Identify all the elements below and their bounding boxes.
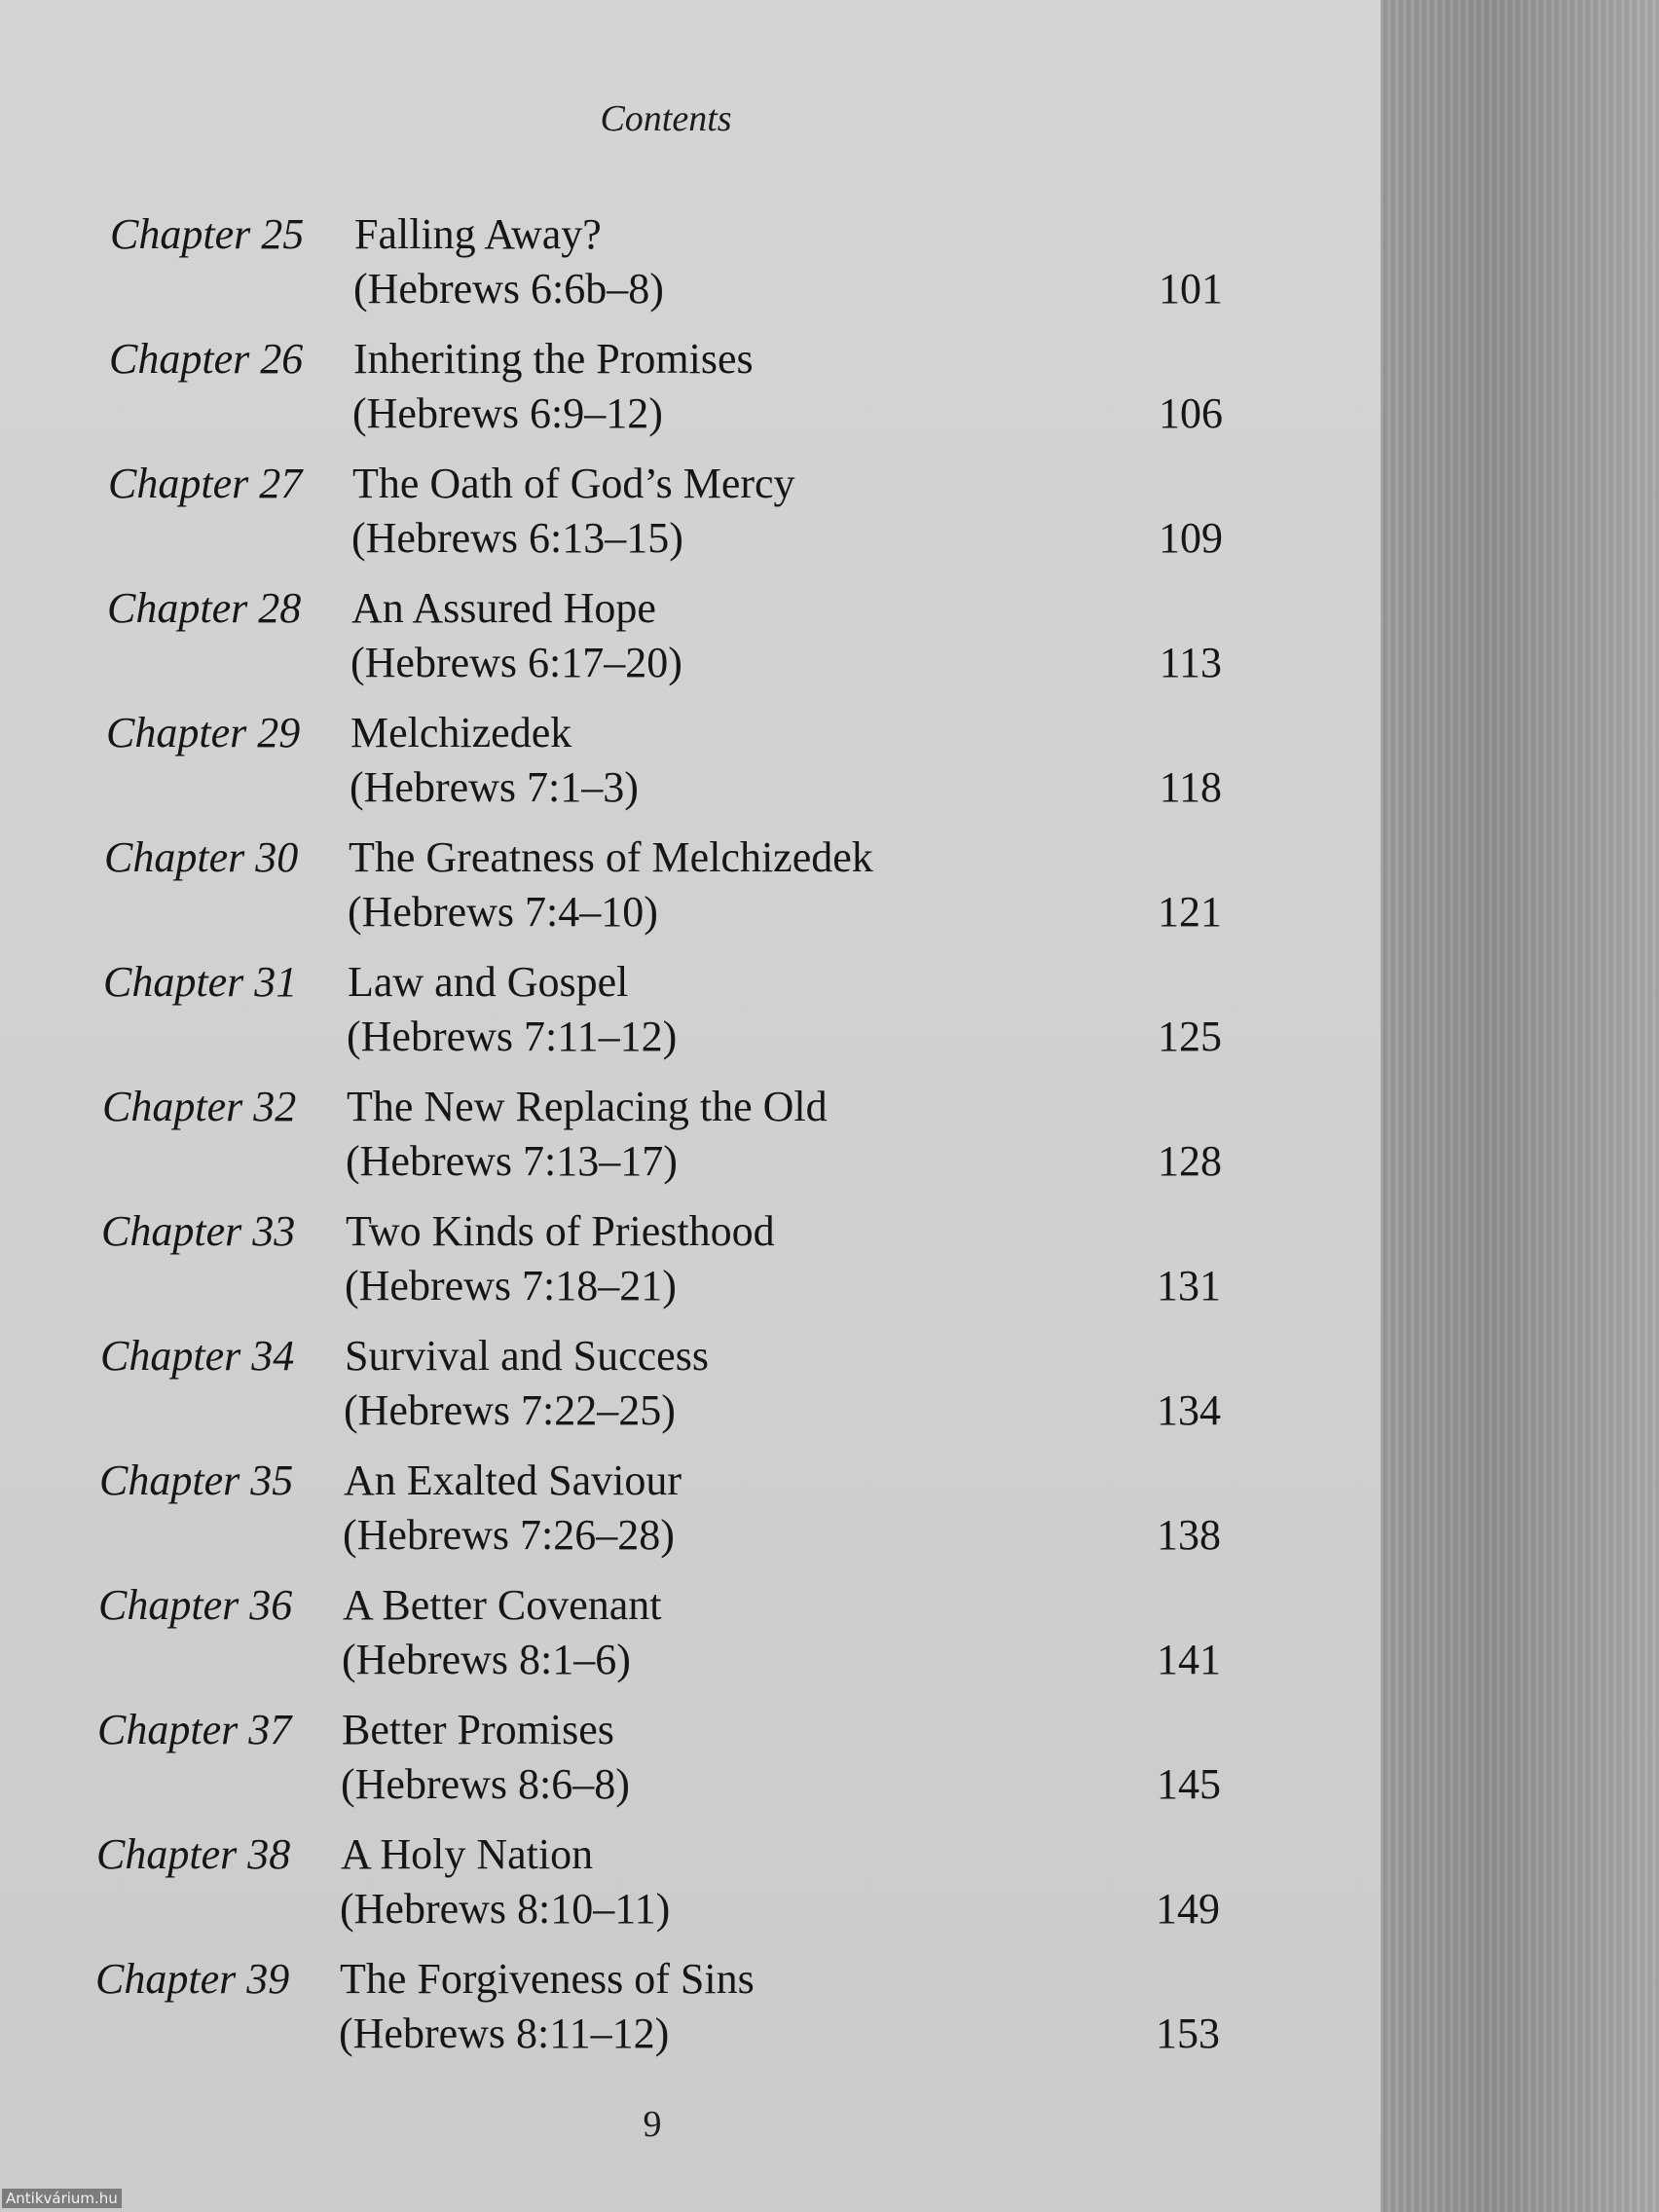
chapter-label: Chapter 31: [103, 958, 298, 1006]
chapter-title: A Better Covenant: [343, 1581, 662, 1629]
chapter-title: The Greatness of Melchizedek: [349, 833, 873, 881]
toc-entry: [0, 955, 1266, 1080]
toc-entry: [0, 1329, 1266, 1454]
chapter-label: Chapter 35: [99, 1456, 294, 1504]
watermark: Antikvárium.hu: [2, 2189, 122, 2208]
scripture-reference: (Hebrews 6:13–15): [351, 514, 683, 562]
toc-entry: [0, 706, 1266, 830]
running-head: Contents: [600, 98, 732, 139]
page-ref-number: 145: [1157, 1760, 1221, 1808]
page-ref-number: 113: [1159, 639, 1222, 686]
table-of-contents: [0, 207, 1266, 2077]
toc-entry: [0, 830, 1266, 955]
chapter-label: Chapter 29: [106, 709, 301, 756]
chapter-label: Chapter 39: [95, 1955, 290, 2003]
chapter-label: Chapter 32: [102, 1083, 297, 1130]
page-ref-number: 153: [1156, 2009, 1220, 2057]
chapter-title: The Oath of God’s Mercy: [352, 460, 795, 507]
chapter-label: Chapter 30: [104, 833, 299, 881]
scripture-reference: (Hebrews 7:11–12): [347, 1013, 678, 1060]
scripture-reference: (Hebrews 7:18–21): [345, 1262, 677, 1309]
chapter-label: Chapter 25: [110, 210, 305, 258]
chapter-label: Chapter 37: [97, 1706, 292, 1753]
page-ref-number: 131: [1157, 1262, 1221, 1309]
scripture-reference: (Hebrews 7:13–17): [346, 1137, 678, 1185]
page-ref-number: 128: [1158, 1137, 1222, 1185]
page-ref-number: 141: [1157, 1636, 1221, 1683]
chapter-label: Chapter 34: [100, 1332, 295, 1380]
book-spine-edge: [1381, 0, 1659, 2212]
toc-entry: [0, 1827, 1266, 1952]
toc-entry: [0, 1578, 1266, 1703]
page-ref-number: 121: [1158, 888, 1222, 936]
chapter-title: Law and Gospel: [348, 958, 629, 1006]
chapter-label: Chapter 33: [101, 1207, 296, 1255]
chapter-title: Melchizedek: [350, 709, 572, 756]
scripture-reference: (Hebrews 7:4–10): [348, 888, 658, 936]
scripture-reference: (Hebrews 7:26–28): [343, 1511, 675, 1559]
page-number: 9: [643, 2104, 662, 2145]
page-ref-number: 118: [1159, 763, 1222, 811]
scripture-reference: (Hebrews 6:17–20): [350, 639, 682, 686]
page-ref-number: 125: [1158, 1013, 1222, 1060]
toc-entry: [0, 457, 1266, 581]
chapter-title: Two Kinds of Priesthood: [346, 1207, 775, 1255]
chapter-title: Survival and Success: [345, 1332, 709, 1380]
scripture-reference: (Hebrews 7:1–3): [350, 763, 639, 811]
toc-entry: [0, 1080, 1266, 1204]
page-ref-number: 109: [1159, 514, 1223, 562]
chapter-label: Chapter 26: [109, 335, 304, 383]
chapter-title: The New Replacing the Old: [347, 1083, 828, 1130]
toc-entry: [0, 581, 1266, 706]
chapter-title: An Assured Hope: [351, 584, 656, 632]
toc-entry: [0, 1204, 1266, 1329]
scripture-reference: (Hebrews 7:22–25): [344, 1386, 676, 1434]
chapter-label: Chapter 27: [108, 460, 303, 507]
page-ref-number: 138: [1157, 1511, 1221, 1559]
chapter-label: Chapter 38: [96, 1830, 291, 1878]
chapter-title: The Forgiveness of Sins: [340, 1955, 755, 2003]
page-ref-number: 106: [1159, 389, 1223, 437]
scripture-reference: (Hebrews 8:1–6): [342, 1636, 631, 1683]
chapter-title: An Exalted Saviour: [344, 1456, 682, 1504]
toc-entry: [0, 207, 1266, 332]
page-ref-number: 101: [1159, 265, 1223, 313]
chapter-title: Falling Away?: [354, 210, 602, 258]
toc-entry: [0, 1703, 1266, 1827]
scripture-reference: (Hebrews 6:9–12): [352, 389, 663, 437]
toc-entry: [0, 1454, 1266, 1578]
chapter-label: Chapter 36: [98, 1581, 293, 1629]
page-ref-number: 134: [1157, 1386, 1221, 1434]
toc-entry: [0, 332, 1266, 457]
scripture-reference: (Hebrews 6:6b–8): [353, 265, 664, 313]
chapter-title: Better Promises: [342, 1706, 614, 1753]
chapter-label: Chapter 28: [107, 584, 302, 632]
toc-entry: [0, 1952, 1266, 2077]
scripture-reference: (Hebrews 8:11–12): [339, 2009, 670, 2057]
scripture-reference: (Hebrews 8:10–11): [340, 1885, 671, 1933]
scripture-reference: (Hebrews 8:6–8): [341, 1760, 630, 1808]
chapter-title: A Holy Nation: [341, 1830, 594, 1878]
page-ref-number: 149: [1156, 1885, 1220, 1933]
chapter-title: Inheriting the Promises: [353, 335, 754, 383]
